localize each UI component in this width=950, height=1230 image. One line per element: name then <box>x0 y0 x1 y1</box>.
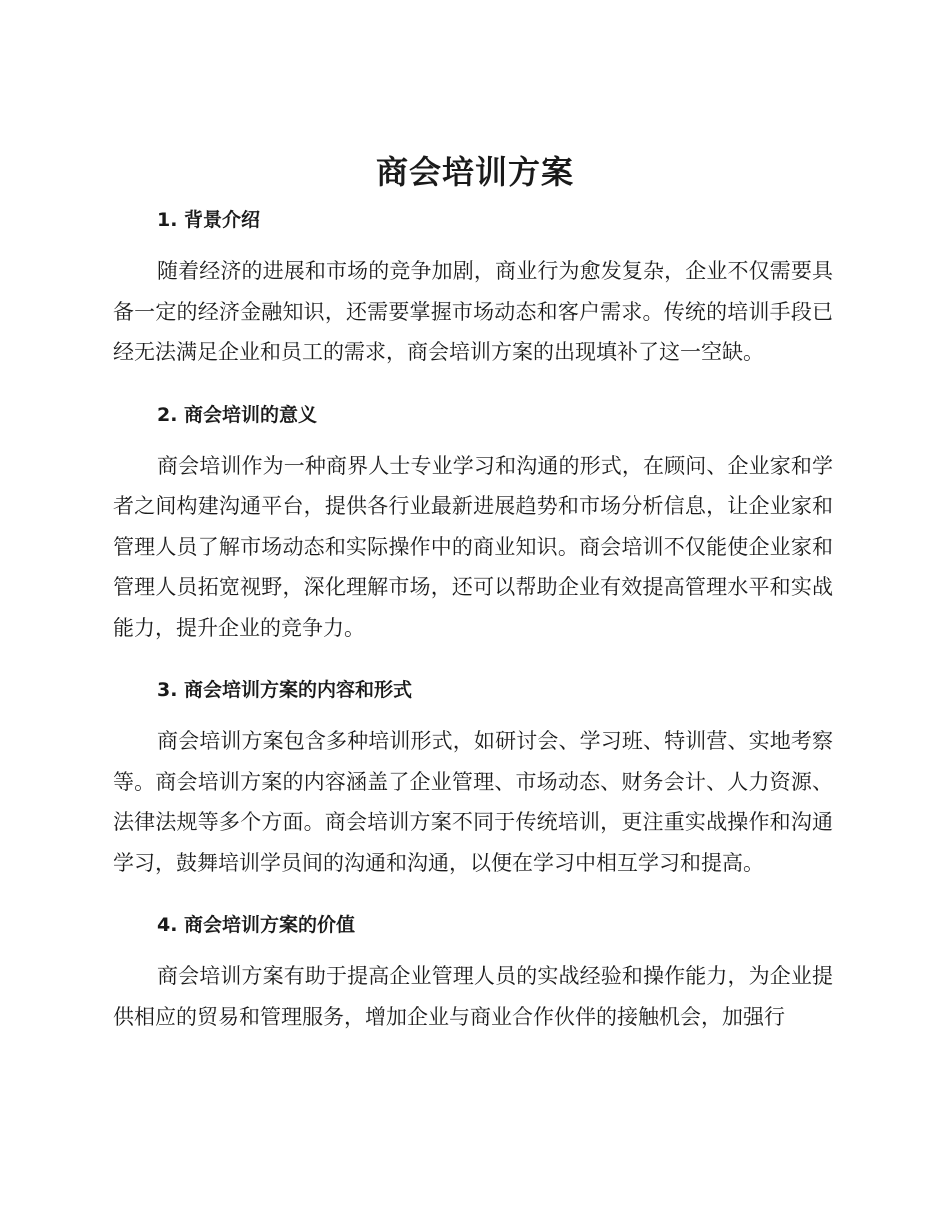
document-title: 商会培训方案 <box>375 153 574 191</box>
section-paragraph-content-and-form: 商会培训方案包含多种培训形式，如研讨会、学习班、特训营、实地考察等。商会培训方案的内容涵盖了企业管理、市场动态、财务会计、人力资源、法律法规等多个方面。商会培训方案不同于传统培训，更注重实战操作和沟通学习，鼓舞培训学员间的沟通和沟通，以便在学习中相互学习和提高。 <box>113 729 833 875</box>
section-paragraph-significance: 商会培训作为一种商界人士专业学习和沟通的形式，在顾问、企业家和学者之间构建沟通平台，提供各行业最新进展趋势和市场分析信息，让企业家和管理人员了解市场动态和实际操作中的商业知识。商会培训不仅能使企业家和管理人员拓宽视野，深化理解市场，还可以帮助企业有效提高管理水平和实战能力，提升企业的竞争力。 <box>113 453 833 640</box>
section-heading-significance: 2. 商会培训的意义 <box>157 403 318 426</box>
section-heading-content-and-form: 3. 商会培训方案的内容和形式 <box>157 679 413 701</box>
section-heading-value: 4. 商会培训方案的价值 <box>157 914 356 936</box>
section-heading-background: 1. 背景介绍 <box>157 209 261 231</box>
section-paragraph-background: 随着经济的进展和市场的竞争加剧，商业行为愈发复杂，企业不仅需要具备一定的经济金融知识，还需要掌握市场动态和客户需求。传统的培训手段已经无法满足企业和员工的需求，商会培训方案的出现填补了这一空缺。 <box>113 259 833 364</box>
section-paragraph-value: 商会培训方案有助于提高企业管理人员的实战经验和操作能力，为企业提供相应的贸易和管理服务，增加企业与商业合作伙伴的接触机会，加强行 <box>113 964 833 1029</box>
document-body <box>113 198 833 1057</box>
